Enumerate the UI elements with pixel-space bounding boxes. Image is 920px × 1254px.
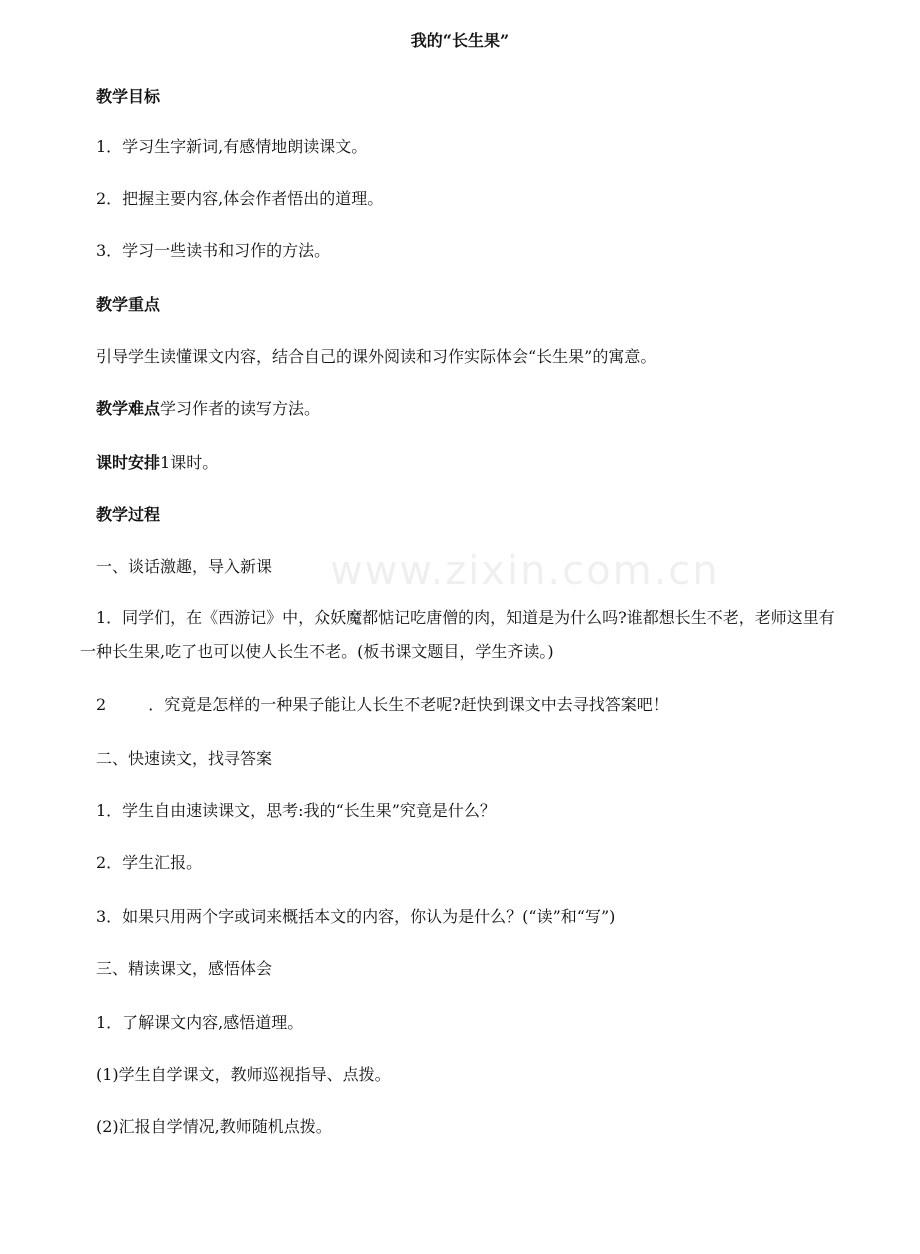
section-3-sub-2: (2)汇报自学情况,教师随机点拨。 bbox=[96, 1117, 332, 1136]
section-2-item-1: 1．学生自由速读课文，思考:我的“长生果”究竟是什么？ bbox=[96, 801, 496, 820]
objective-1: 1．学习生字新词,有感情地朗读课文。 bbox=[96, 137, 368, 156]
key-points-text: 引导学生读懂课文内容，结合自己的课外阅读和习作实际体会“长生果”的寓意。 bbox=[96, 347, 657, 366]
objectives-heading: 教学目标 bbox=[96, 87, 161, 106]
document-title: 我的“长生果” bbox=[410, 31, 510, 50]
section-2-item-3: 3．如果只用两个字或词来概括本文的内容，你认为是什么？(“读”和“写”) bbox=[96, 907, 616, 926]
objective-3: 3．学习一些读书和习作的方法。 bbox=[96, 241, 331, 260]
section-3-heading: 三、精读课文，感悟体会 bbox=[96, 959, 273, 978]
key-points-heading: 教学重点 bbox=[96, 295, 161, 314]
watermark: www.zixin.com.cn bbox=[330, 548, 720, 594]
section-1-heading: 一、谈话激趣，导入新课 bbox=[96, 557, 273, 576]
difficulty-line bbox=[96, 398, 320, 420]
section-1-item-2 bbox=[96, 694, 669, 716]
section-1-item-2-text: ．究竟是怎样的一种果子能让人长生不老呢?赶快到课文中去寻找答案吧！ bbox=[148, 695, 669, 714]
section-3-sub-1: (1)学生自学课文，教师巡视指导、点拨。 bbox=[96, 1065, 391, 1084]
difficulty-heading: 教学难点 bbox=[96, 399, 161, 418]
schedule-text: 1课时。 bbox=[160, 453, 219, 472]
process-heading: 教学过程 bbox=[96, 505, 161, 524]
section-1-item-1: 1．同学们，在《西游记》中，众妖魔都惦记吃唐僧的肉，知道是为什么吗?谁都想长生不老，老师这里有一种长生果,吃了也可以使人长生不老。(板书课文题目，学生齐读。) bbox=[80, 608, 835, 661]
objective-2: 2．把握主要内容,体会作者悟出的道理。 bbox=[96, 189, 384, 208]
schedule-heading: 课时安排 bbox=[96, 453, 161, 472]
section-2-heading: 二、快速读文，找寻答案 bbox=[96, 749, 273, 768]
section-1-item-2-number: 2 bbox=[96, 695, 107, 714]
section-3-item-1: 1．了解课文内容,感悟道理。 bbox=[96, 1013, 304, 1032]
schedule-line bbox=[96, 452, 218, 474]
section-2-item-2: 2．学生汇报。 bbox=[96, 853, 203, 872]
difficulty-text: 学习作者的读写方法。 bbox=[160, 399, 321, 418]
